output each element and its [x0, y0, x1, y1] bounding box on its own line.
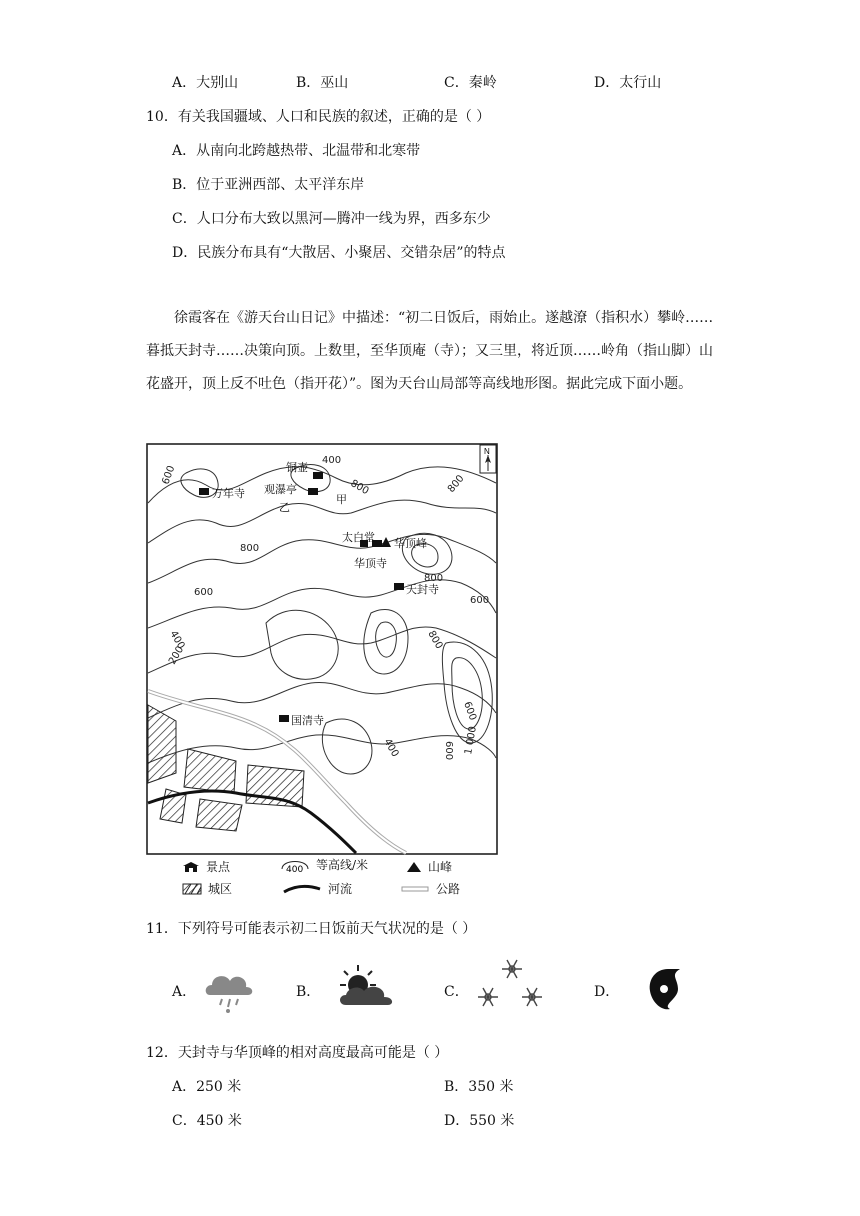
reading-passage — [146, 302, 718, 401]
svg-text:600: 600 — [470, 595, 490, 606]
label-huading-temple: 华顶寺 — [354, 557, 387, 570]
label-guoqing: 国清寺 — [291, 714, 324, 727]
map-legend — [146, 856, 498, 900]
contour-map — [146, 443, 498, 855]
svg-text:600: 600 — [160, 464, 178, 487]
q11-option-a-label: A． — [172, 984, 197, 1000]
road-icon — [400, 883, 430, 895]
passage-text: 徐霞客在《游天台山日记》中描述：“初二日饭后，雨始止。遂越潦（指积水）攀岭……暮抵天封寺……决策向顶。上数里，至华顶庵（寺）；又三里，将近顶……岭角（指山脚）山花盛开，顶上反不吐色（指开花）”。图为天台山局部等高线地形图。据此完成下面小题。 — [146, 310, 714, 392]
river-icon — [282, 883, 322, 895]
svg-text:800: 800 — [348, 478, 371, 498]
svg-text:200: 200 — [167, 644, 187, 667]
label-guanpu: 观瀑亭 — [264, 483, 297, 496]
legend-road: 公路 — [400, 880, 460, 897]
legend-spot: 景点 — [182, 858, 230, 875]
q12-option-a: A．250 米 — [172, 1079, 242, 1095]
svg-text:400: 400 — [286, 864, 304, 873]
rain-cloud-icon — [200, 955, 260, 1025]
q10-option-c: C．人口分布大致以黑河—腾冲一线为界，西多东少 — [172, 211, 491, 227]
label-tianfeng: 天封寺 — [406, 583, 439, 596]
q9-option-b: B．巫山 — [296, 75, 349, 91]
north-arrow-icon — [480, 445, 496, 473]
legend-contour: 400 等高线/米 — [280, 856, 368, 873]
svg-text:1 000: 1 000 — [463, 725, 479, 756]
svg-text:800: 800 — [424, 573, 444, 584]
temple-icon — [182, 861, 200, 873]
q12-option-d: D．550 米 — [444, 1113, 515, 1129]
label-yi: 乙 — [279, 501, 290, 514]
svg-text:400: 400 — [322, 455, 342, 466]
q10-option-b: B．位于亚洲西部、太平洋东岸 — [172, 177, 365, 193]
typhoon-icon — [640, 955, 690, 1025]
q12-stem: 12．天封寺与华顶峰的相对高度最高可能是（ ） — [146, 1045, 449, 1061]
q9-option-a: A．大别山 — [172, 75, 239, 91]
label-huading-peak: 华顶峰 — [394, 537, 427, 550]
city-hatch-icon — [182, 883, 202, 895]
svg-text:600: 600 — [443, 741, 454, 761]
svg-text:N: N — [484, 447, 490, 456]
legend-river: 河流 — [282, 880, 352, 897]
label-taibai: 太白堂 — [342, 531, 375, 544]
q12-option-c: C．450 米 — [172, 1113, 242, 1129]
legend-city: 城区 — [182, 880, 232, 897]
svg-text:800: 800 — [240, 543, 260, 554]
label-jia: 甲 — [336, 493, 347, 506]
label-wannian: 万年寺 — [212, 487, 245, 500]
q9-option-d: D．太行山 — [594, 75, 662, 91]
legend-peak: 山峰 — [406, 858, 452, 875]
peak-icon — [406, 861, 422, 873]
contour-sample-icon — [280, 857, 310, 873]
q10-option-a: A．从南向北跨越热带、北温带和北寒带 — [172, 143, 421, 159]
q9-option-c: C．秦岭 — [444, 75, 497, 91]
q11-option-b-label: B． — [296, 984, 321, 1000]
svg-text:800: 800 — [425, 629, 445, 652]
label-tonghu: 铜壶 — [286, 461, 308, 474]
svg-text:400: 400 — [167, 629, 187, 652]
svg-text:600: 600 — [461, 700, 479, 722]
q11-option-c-label: C． — [444, 984, 469, 1000]
svg-text:600: 600 — [194, 587, 214, 598]
snowflakes-icon — [466, 955, 550, 1025]
svg-text:800: 800 — [445, 473, 467, 495]
sun-behind-cloud-icon — [332, 955, 402, 1025]
q10-option-d: D．民族分布具有“大散居、小聚居、交错杂居”的特点 — [172, 245, 506, 261]
q11-option-d-label: D． — [594, 984, 620, 1000]
svg-text:400: 400 — [381, 737, 401, 760]
q12-option-b: B．350 米 — [444, 1079, 514, 1095]
q10-stem: 10．有关我国疆域、人口和民族的叙述，正确的是（ ） — [146, 109, 491, 125]
q11-stem: 11．下列符号可能表示初二日饭前天气状况的是（ ） — [146, 921, 477, 937]
